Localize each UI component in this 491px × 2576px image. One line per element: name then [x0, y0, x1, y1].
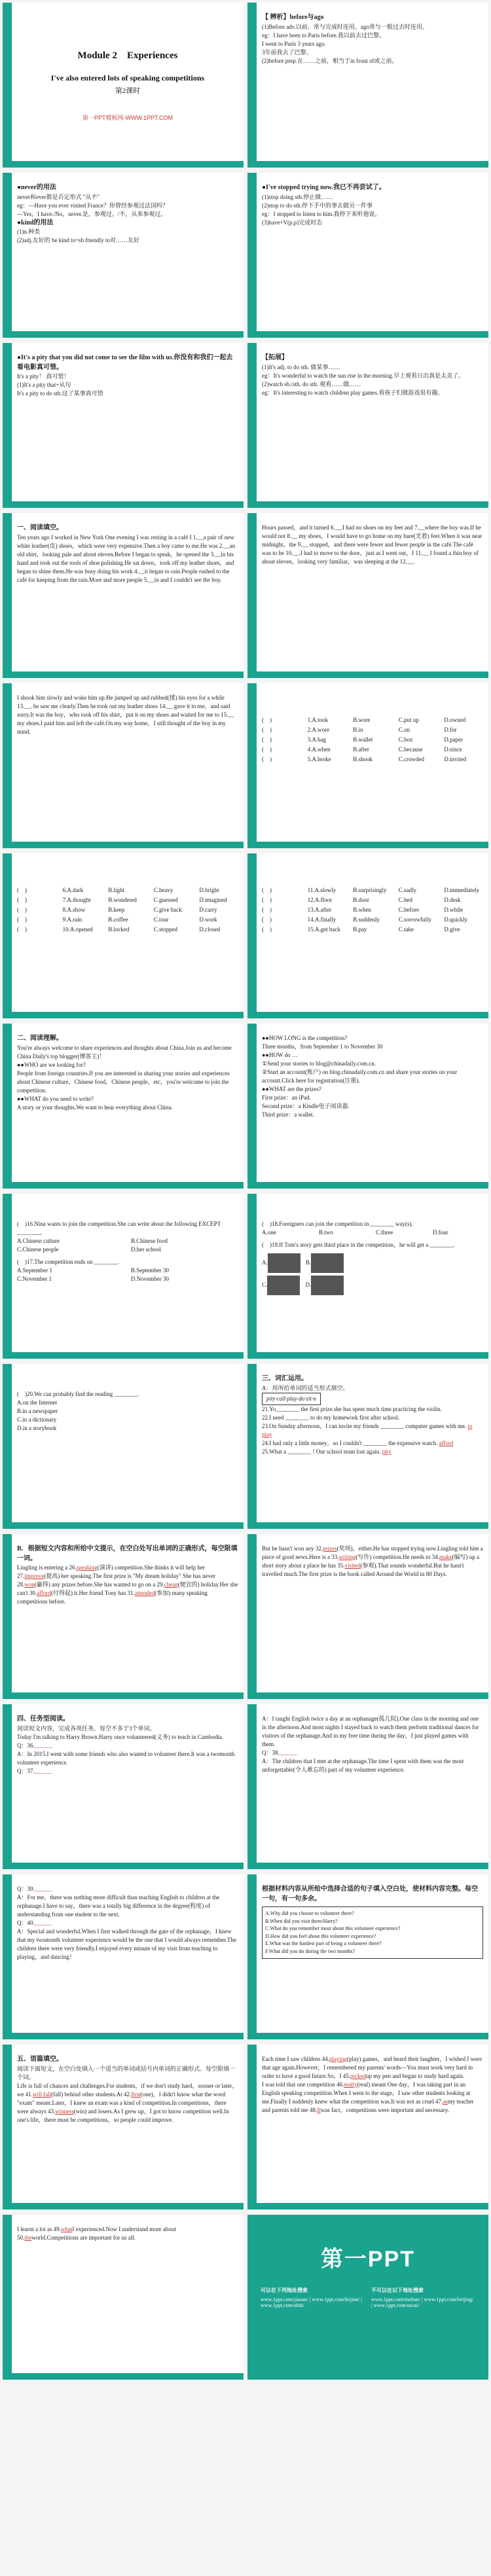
answer: pity: [382, 1448, 391, 1455]
line: ●●WHO are we looking for?: [17, 1061, 86, 1068]
line: ●●WHAT do you need to write?: [17, 1095, 94, 1102]
line: (1)Before adv.以前，常与完成时连用，ago常与一般过去时连用。: [262, 23, 428, 30]
line: 23.On Sunday afternoon，I can invite my friends ________ computer games with me.: [262, 1422, 467, 1429]
option: D.: [305, 1281, 312, 1289]
option: C.in a dictionary: [17, 1416, 57, 1423]
heading: 三、词汇运用。: [262, 1375, 308, 1382]
slide-13: [3, 1024, 244, 1189]
slide-22: A：I taught English twice a day at an orphanage(孤儿院).One class in the morning and one in the afternoon.And most nights I stayed back to watch them perform traditional dances for visitors of the orphanage.And in my free time during the day，I just played games with them. Q：38.______ A：The children that I met at the orphanage.The time I spent with them was the most unforgettable(令人难忘的) part of my volunteer experience.: [247, 1704, 488, 1869]
subtitle: I've also entered lots of speaking competitions: [50, 73, 205, 82]
line: ●●WHAT are the prizes?: [262, 1086, 321, 1093]
option: C.Chinese people: [17, 1246, 59, 1253]
heading: 五、语篇填空。: [17, 2056, 63, 2063]
question-row: ( ) 10.A.opened B.locked C.stopped D.closed: [17, 926, 221, 933]
slide-10: [247, 683, 488, 848]
slide-27: [3, 2215, 244, 2380]
question-row: ( ) 13.A.after B.when C.before D.while: [262, 906, 464, 914]
question-row: ( ) 5.A.broke B.shook C.crowded D.invited: [262, 756, 467, 763]
slide-9: [3, 683, 244, 848]
slide-15: [3, 1194, 244, 1359]
slide-25: [3, 2045, 244, 2209]
heading: 一、阅读填空。: [17, 524, 63, 531]
line: eg：It's interesting to watch children play games.看孩子们做游戏很有趣。: [262, 389, 444, 396]
slide-5: [3, 343, 244, 508]
slide-12: [247, 853, 488, 1018]
passage: I shook him slowly and woke him up.He jumped up and rubbed(揉) his eyes for a while 13.__. he saw me clearly.Then he took out my leather shoes 14.__ gave it to me，and said sorry.It was the boy，who took off his shirt，put it on my shoes and waited for me to 15.__ my shoes.I paid him and left the café.On my way home，I still thought of the boy in my mind.: [17, 694, 234, 736]
line: eg：I have been to Paris before.我以前去过巴黎。: [262, 31, 385, 39]
heading: 四、任务型阅读。: [17, 1715, 69, 1723]
line: A：I taught English twice a day at an orphanage(孤儿院).One class in the morning and one in the afternoon.And most nights I stayed back to watch them perform traditional dances for visitors of the orphanage.And in my free time during the day，I just played games with them.: [262, 1715, 479, 1748]
heading: 根据材料内容从所给中选择合适的句子填入空白处，使材料内容完整。每空一句，有一句多余。: [262, 1886, 478, 1903]
slide-18: [247, 1364, 488, 1529]
line: ●It's a pity that you did not come to see the film with us.你没有和我们一起去看电影真可惜。: [17, 354, 233, 371]
question-row: ( ) 11.A.slowly B.surprisingly C.sadly D.immediately: [262, 887, 480, 893]
option: B.in a newspaper: [17, 1408, 58, 1415]
question-row: ( ) 7.A.thought B.wondered C.guessed D.imagined: [17, 897, 227, 904]
option: D.in a storybook: [17, 1425, 57, 1432]
slide-3: [3, 173, 244, 338]
line: A：The children that I met at the orphanage.The time I spent with them was the most unforgettable(令人难忘的) part of my volunteer experience.: [262, 1758, 464, 1774]
passage: But he hasn't won any 32.prizes(奖项)，either.He has stopped trying now.Lingling told him a piece of good news.Here is a 33.writing(写作) competition.He needs to 34.make(编写) up a short story about a place he has 35.visited(参观).That sounds wonderful.But he hasn't travelled much.The first prize is the book called Around the World in 80 Days.: [262, 1545, 483, 1578]
slide-8: [247, 513, 488, 678]
line: Third prize：a wallet.: [262, 1111, 314, 1118]
line: (1)n.种类: [17, 228, 41, 236]
question-row: ( ) 12.A.floor B.door C.bed D.desk: [262, 897, 461, 904]
line: Today I'm talking to Harry Brown.Harry once volunteered(义务) to teach in Cambodia.: [17, 1733, 224, 1740]
heading: 【 辨析】before与ago: [262, 14, 324, 21]
line: A：In 2015.I went with some friends who also wanted to volunteer there.It was a twomonth volunteer experience.: [17, 1750, 235, 1766]
line: (2)adj.友好的 be kind to+sb friendly to对……友好: [17, 237, 140, 244]
kindle-image: [311, 1253, 344, 1273]
slide-23: Q：39.______ A：For me，there was nothing more difficult than teaching English to children at the orphanage.I have to say，there was a totally big difference in the degree(程度) of understanding from one student to the next. Q：40.______ A：Special and wonderful.When I first walked through the gate of the orphanage，I knew that my twomonth volunteer experience would be the one that I would always remember.The children there were very friendly.I enjoyed every minute of my visit from teaching to playing，and dancing！: [3, 1874, 244, 2039]
heading: 【拓展】: [262, 354, 288, 361]
option: A.: [262, 1259, 268, 1266]
line: (1)It's a pity that+从句: [17, 382, 71, 389]
slide-26: [247, 2045, 488, 2209]
line: eg：I stopped to listen to him.我停下来听他说。: [262, 210, 381, 217]
line: 3年前我去了巴黎。: [262, 48, 312, 56]
line: (1)It's adj. to do sth. 做某事……: [262, 363, 340, 370]
question: ( )19.If Tom's story gets third place in the competition，he will get a ________.: [262, 1242, 455, 1249]
wallet-image: [267, 1276, 300, 1295]
line: A：For me，there was nothing more difficult than teaching English to children at the orphanage.I have to say，there was a totally big difference in the degree(程度) of understanding from one student to the next.: [17, 1894, 220, 1918]
slide-logo: [247, 2215, 488, 2380]
slide-6: [247, 343, 488, 508]
passage: Life is full of chances and challenges.For students，if we don't study hard，sooner or later，we 41.will fall(fall) behind other students.At 42.first(one)，I didn't know what the word "exam" meant.Later，I knew an exam was a kind of competition.In competitions，there were always 43.winners(win) and losers.As I grew up，I got to know competition well.In one's life，there must be competitions，so people could improve.: [17, 2082, 238, 2123]
line: 21.Yo________ the first prize.she has spent much time practicing the violin.: [262, 1405, 442, 1412]
question: ( )17.The competition ends on ________.: [17, 1259, 119, 1266]
options-box: A.Why did you choose to volunteer there? B.When did you visit there/Harry? C.What do you remember most about this volunteer experience? D.How did you feel about this volunteer experience? E.What was the hardest part of being a volunteer there? F.What did you do during the two months?: [262, 1906, 483, 1959]
line: ●●HOW do …: [262, 1052, 298, 1059]
slide-14: [247, 1024, 488, 1189]
answer: afford: [439, 1439, 454, 1446]
col-text: www.1ppt.com/jiaoan/ | www.1ppt.com/kejian/ | www.1ppt.com/shiti/: [261, 2297, 362, 2308]
line: (2)watch sb./sth. do sth. 观看……做……: [262, 380, 361, 387]
title: Module 2 Experiences: [77, 50, 178, 61]
option: C.: [262, 1281, 268, 1289]
word-box: pity·call·play·do·sit·n: [262, 1393, 321, 1405]
line: People from foreign countries.If you are interested in sharing your stories and experiences about Chinese culture，Chinese food，Chinese people，etc，you're welcome to join the competition.: [17, 1069, 230, 1094]
passage: Hours passed，and it turned 6.__.I had no shoes on my feet and 7.__where the boy was.If he would not 8.__ my shoes，I would have to go home on my bare(光着) feet.When it was near midnight，the 9.__ stopped，and there were fewer and fewer people in the café.The café was to be 10.__.I had to move to the door，just as I went out，I 11.__ I found a thin boy of about eleven，looking very familiar，was sleeping at the 12.__.: [262, 524, 482, 565]
slide-20: [247, 1534, 488, 1699]
option: B.: [306, 1259, 312, 1266]
heading: B．根据短文内容和所给中文提示，在空白处写出单词的正确形式，每空限填一词。: [17, 1545, 238, 1562]
line: never和ever都是否定形式 "从不": [17, 193, 100, 200]
answer: to play: [262, 1422, 473, 1438]
question-row: ( ) 2.A.wore B.in C.on D.for: [262, 726, 457, 734]
question: ( )20.We can probably find the reading ________.: [17, 1391, 139, 1397]
line: ●never的用法: [17, 184, 56, 191]
question-row: ( ) 4.A.when B.after C.because D.since: [262, 746, 462, 753]
slide-24: [247, 1874, 488, 2039]
slide-21: 四、任务型阅读。 阅读短文内容，完成各项任务。每空不多于3个单词。 Today I'm talking to Harry Brown.Harry once volunteered(义务) to teach in Cambodia. Q：36.______ A：In 2015.I went with some friends who also wanted to volunteer there.It was a twomonth volunteer experience. Q：37.______: [3, 1704, 244, 1869]
question-row: ( ) 1.A.took B.wore C.put up D.owned: [262, 717, 466, 723]
passage: Ten years ago I worked in New York One evening I was resting in a café I 1.__a pair of new white leather(皮) shoes，which were very expensive.Then a boy came to me.He was 2.__an old shirt，looking pale and about eleven.Before I began to speak，he opened the 3.__in his hand and took out the tools of shoe polishing.He sat down，took off my leather shoes，and began to shine them.He was busy doing his work 4.__it began to rain.People rushed to the café for keeping from the rain.More and more people 5.__in and I couldn't see the boy.: [17, 533, 236, 583]
question-row: ( ) 9.A.rain B.coffee C.tour D.work: [17, 916, 217, 923]
line: It's a pity！ 真可惜！: [17, 373, 70, 380]
passage: Each time I saw children 44.playing(play) games，and heard their laughter，I wished I were that age again.However，I remembered my parents' words—You must work very hard in order to have a good future.So，I 45.pickedup my pen and began to study hard again.: [262, 2056, 482, 2080]
col-heading: 可以在下列地址搜索: [261, 2287, 308, 2293]
line: I went to Paris 3 years ago.: [262, 40, 326, 47]
line: Three months，from September 1 to November 30: [262, 1043, 383, 1050]
line: A：用所给单词的适当形式填空。: [262, 1384, 349, 1391]
option: A.September 1: [17, 1267, 52, 1274]
logo-text: 第一PPT: [320, 2247, 416, 2272]
line: You're always welcome to share experiences and thoughts about China.Join us and become China Daily's top blogger(博客主)！: [17, 1044, 232, 1060]
question-row: ( ) 14.A.finally B.suddenly C.sorrowfully D.quickly: [262, 916, 468, 923]
option: B.Chinese food: [131, 1238, 168, 1245]
line: 阅读下面短文，在空白处填入一个适当的单词或括号内单词的正确形式。每空限填一个词。: [17, 2065, 236, 2081]
lesson-label: 第2课时: [115, 87, 141, 96]
question-row: ( ) 15.A.get back B.pay C.take D.give: [262, 926, 460, 933]
line: A：Special and wonderful.When I first walked through the gate of the orphanage，I knew that my twomonth volunteer experience would be the one that I would always remember.The children there were very friendly.I enjoyed every minute of my visit from teaching to playing，and dancing！: [17, 1928, 236, 1961]
line: (2)before prep.在……之前，相当于in front of或之前。: [262, 57, 398, 64]
line: It's a pity to do sth.这了某事真可惜: [17, 390, 103, 397]
option: B.September 30: [131, 1267, 169, 1274]
line: 阅读短文内容，完成各项任务。每空不多于3个单词。: [17, 1725, 156, 1732]
col-heading: 不可以在以下地址搜索: [371, 2287, 424, 2293]
col-text: www.1ppt.com/moban/ | www.1ppt.com/beijing/ | www.1ppt.com/sucai/: [371, 2297, 474, 2308]
question-row: ( ) 3.A.bag B.wallet C.box D.paper: [262, 736, 464, 743]
watermark: 第一PPT模板网-WWW.1PPT.COM: [82, 115, 173, 122]
line: ①Send your stories to blog@chinadaily.com.cn.: [262, 1060, 376, 1067]
passage: Lingling is entering a 26.speaking(演讲) competition.She thinks it will help her 27.improve(提高) her speaking.The first prize is "My dream holiday" She has never 28.won(赢得) any prizes before.She has wanted to go on a 29.cheap(便宜的) holiday.Her she can't 30.afford(付得起) it.Her friend Tony has 31.attended(参加) many speaking competitions before.: [17, 1564, 238, 1605]
ipad-image: [268, 1253, 300, 1273]
option: A.Chinese culture: [17, 1238, 60, 1245]
slide-11: [3, 853, 244, 1018]
slide-19: [3, 1534, 244, 1699]
question-row: ( ) 6.A.dark B.light C.heavy D.bright: [17, 887, 219, 893]
slide-16: ( )18.Foreigners can join the competition in ________ way(s). A.one B.two C.three D.four ( )19.If Tom's story gets third place in the competition，he will get a ________. A. B. C. D.: [247, 1194, 488, 1359]
question: ( )16.Nina wants to join the competition.She can write about the following EXCEPT ________.: [17, 1221, 221, 1236]
passage: I was told that one competition 46.really(real) meant One day，I was taking part in an English speaking competition.When I went to the stage，I saw other students looking at me.Finally I suddenly knew what the competition was.It was not as cruel 47.asmy teacher and parents told me 48.Itwas fact，competitions were important and necessary.: [262, 2081, 474, 2114]
slide-2: [247, 3, 488, 168]
question: ( )18.Foreigners can join the competition in ________ way(s).: [262, 1221, 413, 1227]
line: Second prize：a Kindle电子阅读器.: [262, 1103, 350, 1110]
option: D.November 30: [131, 1276, 169, 1283]
slide-title: [3, 3, 244, 168]
phone-image: [311, 1276, 344, 1295]
line: A story or your thoughts.We want to hear everything about China.: [17, 1103, 173, 1111]
line: 24.I had only a little money，so I couldn't ________ the expensive watch.: [262, 1439, 438, 1446]
question-row: ( ) 8.A.show B.keep C.give back D.carry: [17, 906, 217, 914]
heading: 二、阅读理解。: [17, 1035, 63, 1042]
line: ●●HOW LONG is the competition?: [262, 1035, 348, 1041]
passage: I learnt a lot as 49.whatI experienced.Now I understand more about 50.theworld.Competitions are important for us all.: [17, 2226, 176, 2242]
line: —Yes，I have./No，never.是，参观过。/不，从来参观过。: [17, 210, 167, 217]
option: C.November 1: [17, 1276, 52, 1283]
line: eg：—Have you ever visited France？你曾经参观过法国吗？: [17, 202, 168, 209]
line: First prize：an iPad.: [262, 1094, 311, 1101]
line: 25.What a ________ ! Our school team lost again.: [262, 1448, 381, 1455]
slide-7: [3, 513, 244, 678]
line: ②Start an account(账户) on blog.chinadaily.com.cn and share your stories on your account.Click here for registration(注册).: [262, 1069, 458, 1084]
line: ●kind的用法: [17, 219, 54, 226]
slide-4: [247, 173, 488, 338]
line: 22.I need ________ to do my homework first after school.: [262, 1414, 400, 1421]
option: D.her school: [131, 1246, 161, 1253]
line: ●I've stopped trying now.我已不再尝试了。: [262, 184, 386, 191]
option: A.on the Internet: [17, 1399, 58, 1406]
line: (2)stop to do sth.停下手中的事去做另一件事: [262, 202, 373, 209]
slide-17: [3, 1364, 244, 1529]
line: eg：It's wonderful to watch the sun rise in the morning.早上观看日出真是太美了。: [262, 372, 465, 379]
line: (3)have+V(p.p)完成时态: [262, 219, 323, 226]
line: (1)stop doing sth.停止做……: [262, 193, 333, 200]
